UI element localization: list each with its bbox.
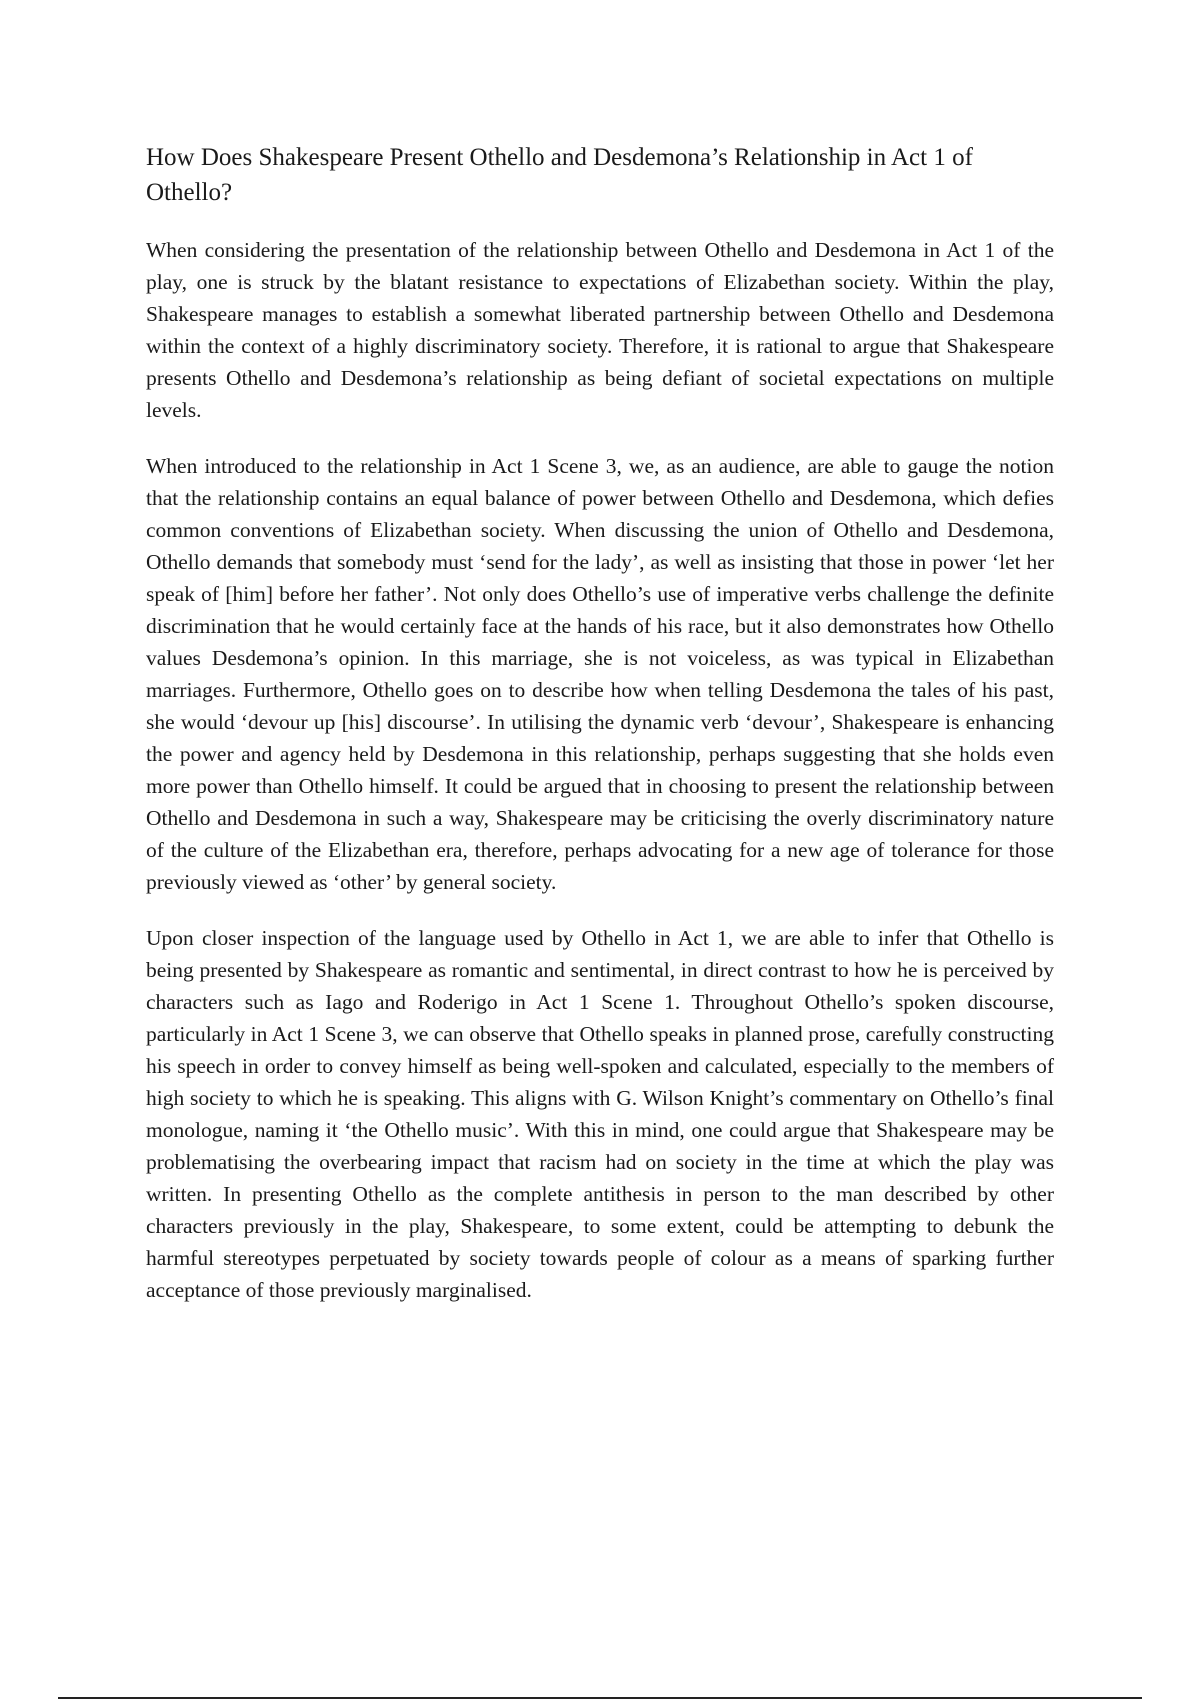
essay-title: How Does Shakespeare Present Othello and Desdemona’s Relationship in Act 1 of Othello? bbox=[146, 144, 973, 206]
paragraph-introduction: When considering the presentation of the relationship between Othello and Desdemona in Act 1 of the play, one is struck by the blatant resistance to expectations of Elizabethan society. Within the play, Shakespeare manages to establish a somewhat liberated partnership between Othello and Desdemona within the context of a highly discriminatory society. Therefore, it is rational to argue that Shakespeare presents Othello and Desdemona’s relationship as being defiant of societal expectations on multiple levels. bbox=[146, 238, 1054, 422]
paragraph-balance-of-power: When introduced to the relationship in Act 1 Scene 3, we, as an audience, are able to gauge the notion that the relationship contains an equal balance of power between Othello and Desdemona, which defies common conventions of Elizabethan society. When discussing the union of Othello and Desdemona, Othello demands that somebody must ‘send for the lady’, as well as insisting that those in power ‘let her speak of [him] before her father’. Not only does Othello’s use of imperative verbs challenge the definite discrimination that he would certainly face at the hands of his race, but it also demonstrates how Othello values Desdemona’s opinion. In this marriage, she is not voiceless, as was typical in Elizabethan marriages. Furthermore, Othello goes on to describe how when telling Desdemona the tales of his past, she would ‘devour up [his] discourse’. In utilising the dynamic verb ‘devour’, Shakespeare is enhancing the power and agency held by Desdemona in this relationship, perhaps suggesting that she holds even more power than Othello himself. It could be argued that in choosing to present the relationship between Othello and Desdemona in such a way, Shakespeare may be criticising the overly discriminatory nature of the culture of the Elizabethan era, therefore, perhaps advocating for a new age of tolerance for those previously viewed as ‘other’ by general society. bbox=[146, 454, 1054, 894]
footer-divider bbox=[58, 1697, 1142, 1699]
paragraph-language-analysis: Upon closer inspection of the language used by Othello in Act 1, we are able to infer that Othello is being presented by Shakespeare as romantic and sentimental, in direct contrast to how he is perceived by characters such as Iago and Roderigo in Act 1 Scene 1. Throughout Othello’s spoken discourse, particularly in Act 1 Scene 3, we can observe that Othello speaks in planned prose, carefully constructing his speech in order to convey himself as being well-spoken and calculated, especially to the members of high society to which he is speaking. This aligns with G. Wilson Knight’s commentary on Othello’s final monologue, naming it ‘the Othello music’. With this in mind, one could argue that Shakespeare may be problematising the overbearing impact that racism had on society in the time at which the play was written. In presenting Othello as the complete antithesis in person to the man described by other characters previously in the play, Shakespeare, to some extent, could be attempting to debunk the harmful stereotypes perpetuated by society towards people of colour as a means of sparking further acceptance of those previously marginalised. bbox=[146, 926, 1054, 1302]
document-page bbox=[146, 140, 1054, 1330]
